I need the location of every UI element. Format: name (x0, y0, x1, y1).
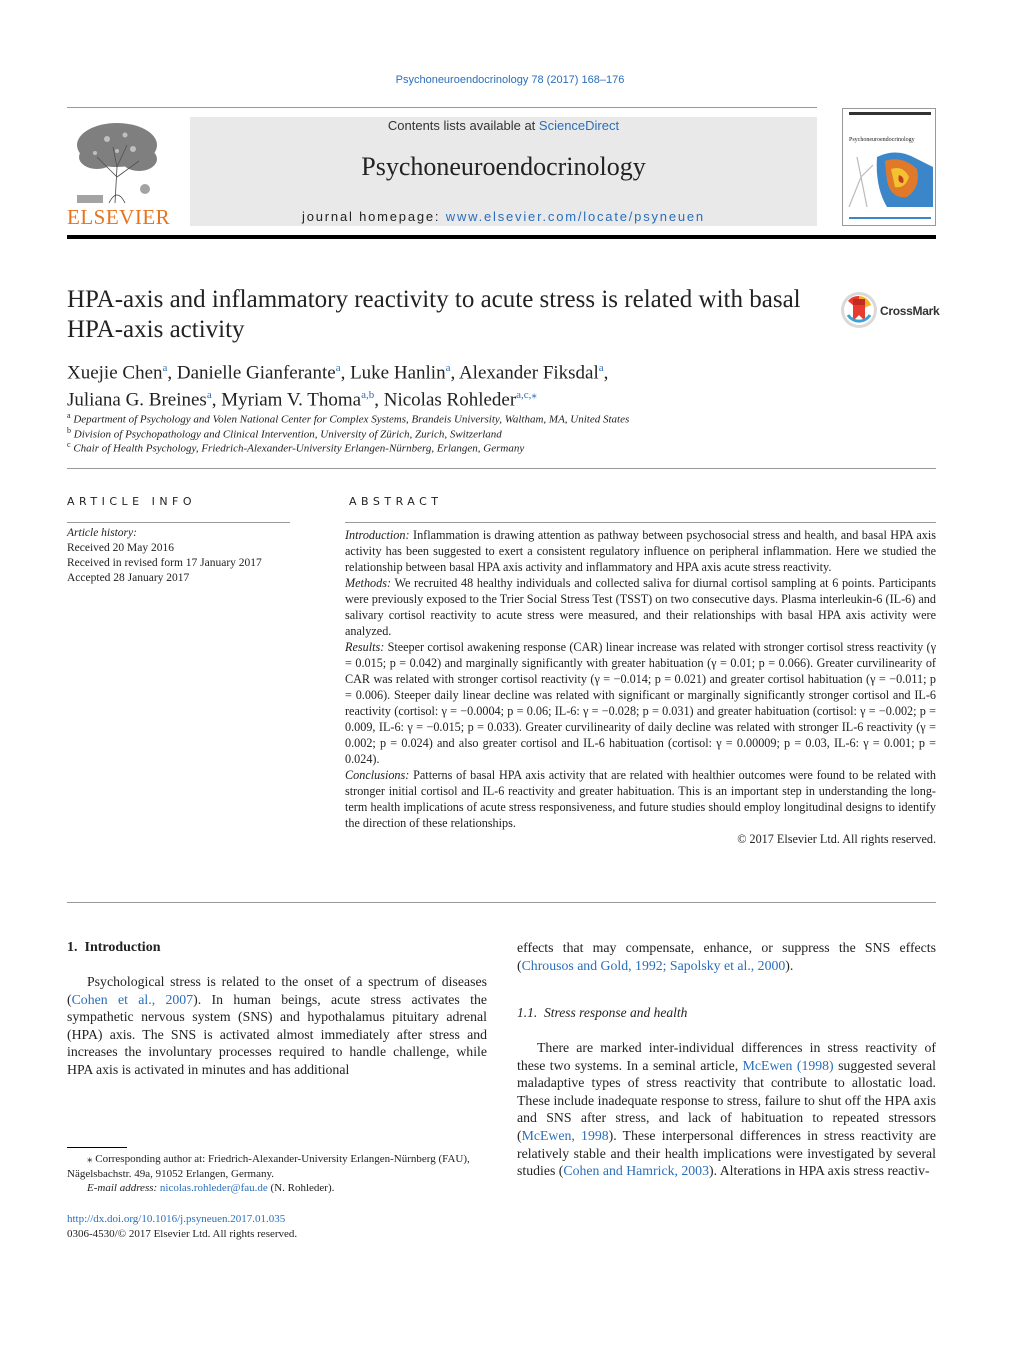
cover-top-band (849, 112, 931, 115)
email-line (67, 1181, 487, 1196)
abstract-rule (345, 522, 936, 523)
abstract-results (345, 639, 936, 767)
journal-citation[interactable]: Psychoneuroendocrinology 78 (2017) 168–176 (395, 74, 625, 86)
elsevier-logo[interactable] (67, 117, 171, 229)
crossmark-label: CrossMark (880, 304, 940, 318)
text-span: ). Alterations in HPA axis stress reactiv- (708, 1163, 930, 1179)
section-heading-introduction: 1. Introduction (67, 940, 161, 955)
contents-prefix: Contents lists available at (387, 118, 539, 133)
footnote-rule (67, 1147, 127, 1148)
affiliation-text: Division of Psychopathology and Clinical Intervention, University of Zürich, Zurich, Switzerland (73, 428, 502, 441)
author-separator: , (211, 389, 222, 411)
author-name[interactable]: Luke Hanlin (350, 362, 446, 384)
abstract-bottom-rule (67, 902, 936, 903)
contents-line (190, 118, 817, 133)
elsevier-tree-icon (67, 117, 167, 207)
doi-block (67, 1212, 297, 1241)
history-label: Article history: (67, 527, 137, 539)
abstract-conclusions-text: Patterns of basal HPA axis activity that are related with healthier outcomes were found to be related with stronger initial cortisol and IL-6 reactivity and greater habituation. This is an important step in understanding the long-term health implications of acute stress responsiveness, and future studies should employ longitudinal designs to identify the direction of these relationships. (345, 768, 936, 830)
subsection-heading: 1.1. Stress response and health (517, 1005, 688, 1020)
abstract-intro-label: Introduction: (345, 528, 410, 542)
body-column-right-2 (517, 1039, 936, 1180)
email-label: E-mail address: (87, 1182, 160, 1194)
corresponding-author-footnote (67, 1152, 487, 1196)
body-column-right (517, 939, 936, 974)
affiliation (67, 411, 629, 426)
body-column-left (67, 973, 487, 1079)
cover-artwork-icon (847, 147, 933, 213)
author-separator: , (167, 362, 177, 384)
author-name[interactable]: Danielle Gianferante (176, 362, 336, 384)
top-divider (67, 107, 817, 108)
body-paragraph (517, 1039, 936, 1180)
abstract-methods-text: We recruited 48 healthy individuals and collected saliva for diurnal cortisol sampling at 6 points. Participants were previously exposed to the Trier Social Stress Test (TSST) on two consecutive days. Plasma interleukin-6 (IL-6) and salivary cortisol reactivity to acute stress were measured, and their relationships with basal HPA axis activity were analyzed. (345, 576, 936, 638)
authors-line-1 (67, 357, 937, 384)
homepage-prefix: journal homepage: (302, 209, 446, 224)
text-span: ). These interpersonal differences in stress reactivity are relatively stable and their health implications were investigated by several studies ( (517, 1127, 936, 1179)
email-link[interactable]: nicolas.rohleder@fau.de (159, 1182, 268, 1194)
text-span: ). In human beings, acute stress activates the sympathetic nervous system (SNS) and hypothalamus pituitary adrenal (HPA) axis. The SNS is activated almost immediately after stress and increases the involuntary processes required to handle challenge, while HPA axis is activated in minutes and has additional (67, 991, 487, 1077)
masthead-thick-rule (67, 235, 936, 239)
reference-link[interactable]: Cohen et al., 2007 (71, 991, 194, 1007)
email-suffix: (N. Rohleder). (267, 1182, 335, 1194)
abstract-copyright: © 2017 Elsevier Ltd. All rights reserved. (737, 832, 936, 846)
corresponding-author-text (67, 1152, 487, 1181)
author-affil-sup[interactable]: a (335, 362, 341, 374)
journal-cover-thumbnail[interactable] (842, 108, 936, 226)
author-affil-sup[interactable]: a (162, 362, 168, 374)
authors-line-2 (67, 384, 937, 411)
author-name[interactable]: Nicolas Rohleder (383, 389, 517, 411)
doi-link[interactable]: http://dx.doi.org/10.1016/j.psyneuen.2017.01.035 (67, 1213, 286, 1225)
abstract-results-label: Results: (345, 640, 385, 654)
cover-footer-band (849, 217, 931, 219)
author-affil-sup[interactable]: a (598, 362, 604, 374)
affiliation (67, 426, 502, 441)
homepage-link[interactable]: www.elsevier.com/locate/psyneuen (445, 209, 705, 224)
affiliation-text: Department of Psychology and Volen National Center for Complex Systems, Brandeis University, Waltham, MA, United States (73, 413, 630, 426)
text-span: suggested several maladaptive types of stress reactivity that contribute to allostatic load. These include inadequate response to stress, failure to shut off the HPA axis and SNS after stress, and lack of habituation to repeated stressors ( (517, 1057, 936, 1143)
affiliation-sup: a (67, 411, 71, 420)
crossmark-icon (840, 291, 878, 329)
author-name[interactable]: Xuejie Chen (67, 362, 163, 384)
article-info-heading: ARTICLE INFO (67, 495, 197, 508)
article-title: HPA-axis and inflammatory reactivity to acute stress is related with basal HPA-axis activity (67, 286, 801, 343)
author-separator: , (340, 362, 351, 384)
author-name[interactable]: Myriam V. Thoma (221, 389, 362, 411)
received-date: Received 20 May 2016 (67, 542, 174, 554)
abstract-heading: ABSTRACT (349, 495, 443, 508)
footnote-address: Corresponding author at: Friedrich-Alexander-University Erlangen-Nürnberg (FAU), Nägelsbachstr. 49a, 91052 Erlangen, Germany. (67, 1153, 470, 1180)
author-separator: , (603, 362, 609, 384)
issn-line: 0306-4530/© 2017 Elsevier Ltd. All rights reserved. (67, 1227, 298, 1240)
author-name[interactable]: Juliana G. Breines (67, 389, 207, 411)
affiliations-divider (67, 468, 936, 469)
abstract-introduction (345, 527, 936, 575)
affiliation-sup: b (67, 426, 71, 435)
abstract-methods-label: Methods: (345, 576, 392, 590)
journal-name: Psychoneuroendocrinology (361, 152, 646, 181)
reference-link[interactable]: McEwen, 1998 (521, 1127, 609, 1143)
sciencedirect-link[interactable]: ScienceDirect (538, 118, 620, 133)
author-separator: , (374, 389, 384, 411)
abstract-results-text: Steeper cortisol awakening response (CAR) linear increase was related with stronger cortisol stress reactivity (γ = 0.015; p = 0.042) and marginally significantly with greater habituation (γ = 0.01; p = 0.066). Greater curvilinearity of CAR was related with stronger cortisol reactivity (γ = −0.014; p = 0.021) and greater cortisol habituation (γ = −0.011; p = 0.006). Steeper daily linear decline was related with significant or marginally significantly stronger cortisol and IL-6 reactivity (cortisol: γ = −0.0004; p = 0.06; IL-6: γ = −0.028; p = 0.031) and greater habituation (cortisol: γ = −0.002; p = 0.009, IL-6: γ = −0.015; p = 0.033). Greater curvilinearity of daily decline was related with stronger IL-6 reactivity (γ = 0.002; p = 0.024) and also greater cortisol and IL-6 habituation (cortisol: γ = 0.00009; p = 0.03, IL-6: γ = 0.001; p = 0.024). (345, 640, 936, 766)
article-history (67, 526, 297, 586)
affiliation-sup: c (67, 440, 71, 449)
text-span: Psychological stress is related to the onset of a spectrum of diseases ( (67, 974, 487, 1007)
reference-link[interactable]: Cohen and Hamrick, 2003 (563, 1163, 709, 1179)
body-paragraph (517, 939, 936, 974)
author-separator: , (450, 362, 459, 384)
publisher-name: ELSEVIER (67, 205, 171, 229)
affiliation (67, 440, 524, 455)
author-affil-sup[interactable]: a,b (361, 389, 375, 402)
author-affil-sup[interactable]: a (206, 389, 212, 402)
reference-link[interactable]: Chrousos and Gold, 1992; Sapolsky et al., 2000 (521, 957, 786, 973)
abstract-methods (345, 575, 936, 639)
homepage-line (190, 209, 817, 224)
text-span: There are marked inter-individual differences in stress reactivity of these two systems. In a seminal article, (517, 1040, 936, 1073)
revised-date: Received in revised form 17 January 2017 (67, 557, 262, 569)
cover-title: Psychoneuroendocrinology (849, 137, 915, 143)
crossmark-badge[interactable] (840, 291, 940, 329)
abstract-body (345, 527, 936, 847)
text-span: ). (785, 957, 794, 973)
journal-masthead (190, 117, 817, 226)
abstract-conclusions-label: Conclusions: (345, 768, 410, 782)
author-affil-sup[interactable]: a,c,⁎ (516, 389, 537, 402)
reference-link[interactable]: McEwen (1998) (742, 1057, 834, 1073)
author-name[interactable]: Alexander Fiksdal (458, 362, 599, 384)
footnote-star: ⁎ (87, 1153, 93, 1165)
abstract-conclusions (345, 767, 936, 831)
accepted-date: Accepted 28 January 2017 (67, 572, 190, 584)
abstract-intro-text: Inflammation is drawing attention as pathway between psychosocial stress and health, and basal HPA axis activity has been suggested to exert a consistent regulatory influence on peripheral inflammation. Here we studied the relationship between basal HPA axis activity and inflammatory and HPA axis acute stress reactivity. (345, 528, 936, 574)
body-paragraph (67, 973, 487, 1079)
article-info-rule (67, 522, 290, 523)
author-list (67, 357, 937, 412)
text-span: effects that may compensate, enhance, or suppress the SNS effects ( (517, 940, 936, 973)
affiliation-text: Chair of Health Psychology, Friedrich-Alexander-University Erlangen-Nürnberg, Erlangen, Germany (73, 442, 525, 455)
author-affil-sup[interactable]: a (445, 362, 451, 374)
